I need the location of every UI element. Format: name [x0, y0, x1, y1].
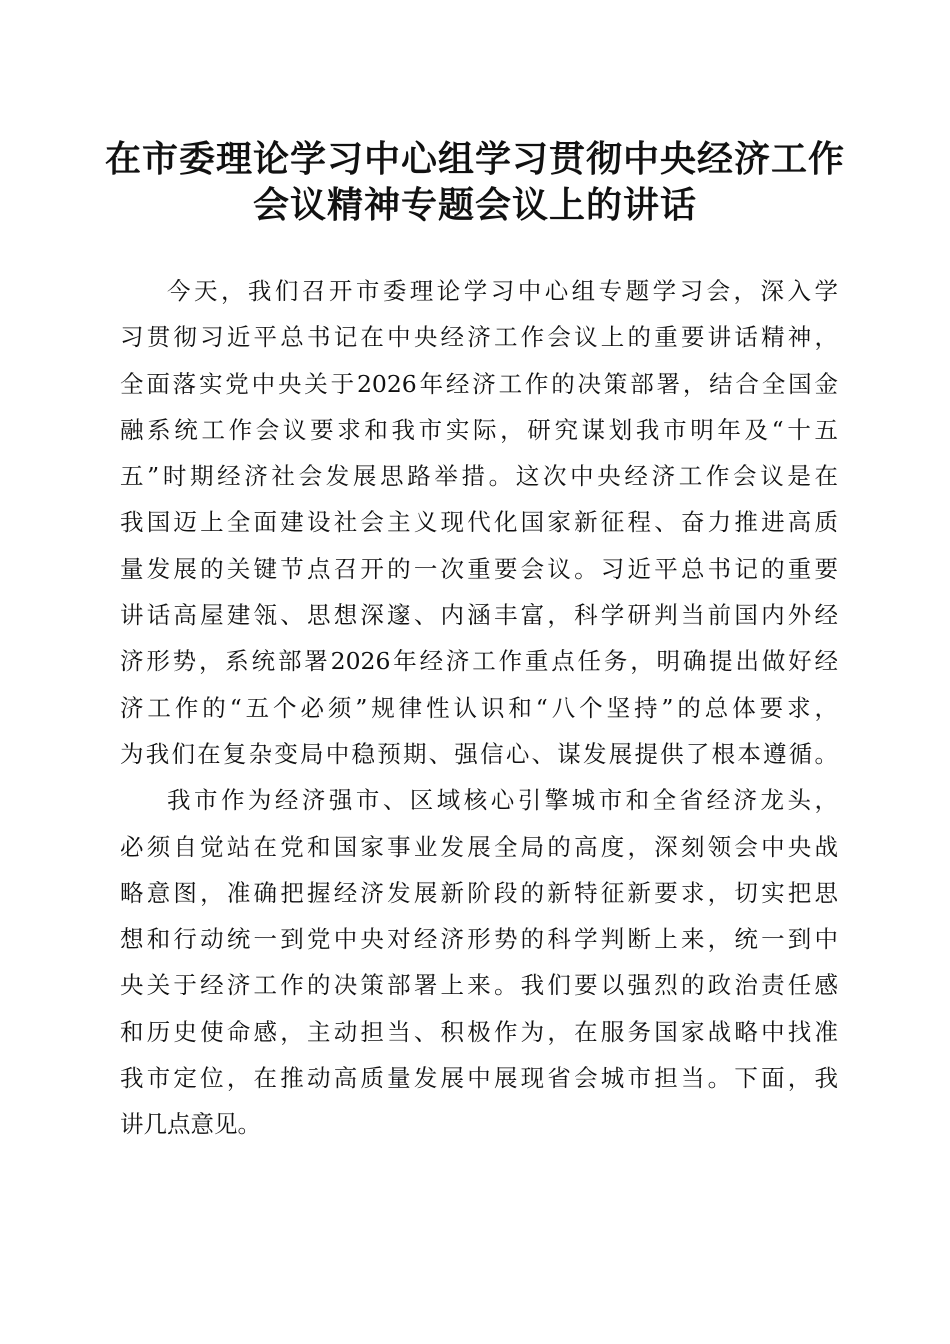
text-line: 必须自觉站在党和国家事业发展全局的高度，深刻领会中央战	[120, 832, 838, 861]
text-line: 今天，我们召开市委理论学习中心组专题学习会，深入学	[167, 277, 838, 305]
text-line: 讲话高屋建瓴、思想深邃、内涵丰富，科学研判当前国内外经	[120, 601, 838, 630]
text-line: 我市定位，在推动高质量发展中展现省会城市担当。下面，我	[120, 1064, 838, 1093]
text-line: 融系统工作会议要求和我市实际，研究谋划我市明年及“十五	[120, 415, 838, 444]
text-line: 略意图，准确把握经济发展新阶段的新特征新要求，切实把思	[120, 878, 838, 907]
text-line: 我市作为经济强市、区域核心引擎城市和全省经济龙头，	[167, 786, 838, 815]
text-line: 济工作的“五个必须”规律性认识和“八个坚持”的总体要求，	[120, 693, 838, 722]
text-line: 想和行动统一到党中央对经济形势的科学判断上来，统一到中	[120, 925, 838, 954]
paragraph-1	[120, 268, 838, 777]
paragraph-2	[120, 777, 838, 1147]
text-line: 和历史使命感，主动担当、积极作为，在服务国家战略中找准	[120, 1017, 838, 1046]
text-line: 习贯彻习近平总书记在中央经济工作会议上的重要讲话精神，	[120, 323, 838, 352]
text-line: 量发展的关键节点召开的一次重要会议。习近平总书记的重要	[120, 554, 838, 583]
title-line-1: 在市委理论学习中心组学习贯彻中央经济工作	[104, 138, 845, 180]
document-body	[120, 268, 838, 1148]
title-line-2: 会议精神专题会议上的讲话	[252, 184, 697, 226]
text-line: 为我们在复杂变局中稳预期、强信心、谋发展提供了根本遵循。	[120, 739, 838, 768]
text-line: 央关于经济工作的决策部署上来。我们要以强烈的政治责任感	[120, 971, 838, 1000]
text-line: 我国迈上全面建设社会主义现代化国家新征程、奋力推进高质	[120, 508, 838, 537]
text-line: 讲几点意见。	[120, 1110, 261, 1139]
text-line: 五”时期经济社会发展思路举措。这次中央经济工作会议是在	[120, 462, 838, 491]
document-title	[100, 136, 850, 228]
text-line: 全面落实党中央关于2026年经济工作的决策部署，结合全国金	[120, 369, 838, 398]
text-line: 济形势，系统部署2026年经济工作重点任务，明确提出做好经	[120, 647, 838, 676]
